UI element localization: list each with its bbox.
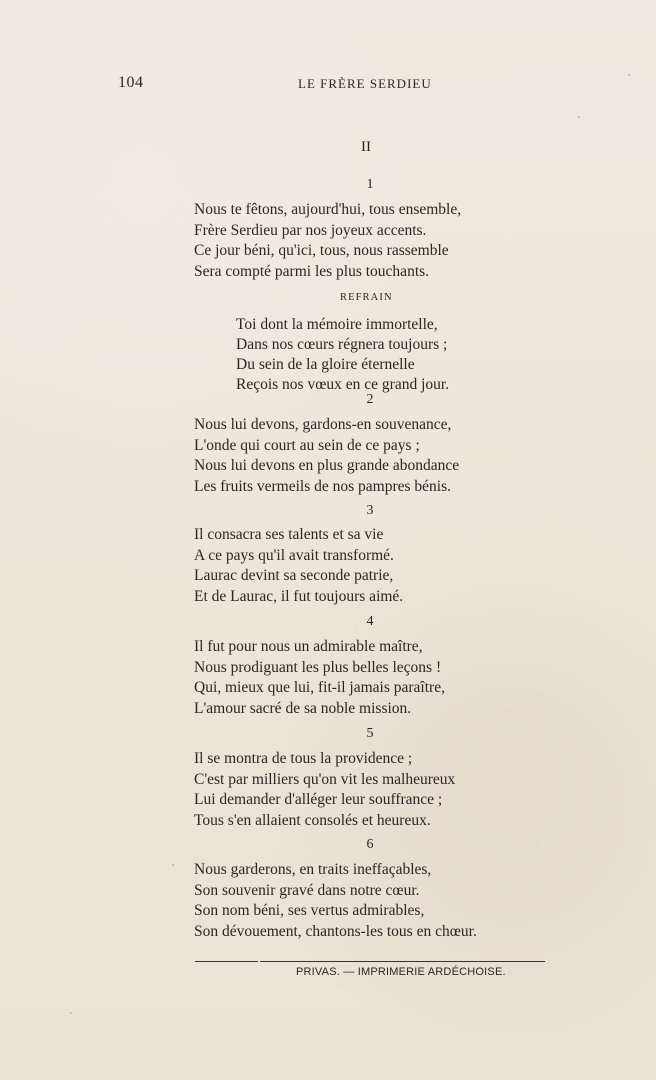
verse-line: Il se montra de tous la providence ; (194, 750, 413, 767)
running-head (0, 74, 656, 98)
stanza-number: 6 (366, 837, 374, 852)
verse-line: Qui, mieux que lui, fit-il jamais paraître, (194, 679, 445, 696)
stanza-5 (194, 749, 455, 831)
verse-line: Son souvenir gravé dans notre cœur. (194, 881, 420, 899)
paper-speck (172, 864, 174, 866)
verse-line: Nous lui devons en plus grande abondance (194, 457, 460, 474)
refrain-heading: REFRAIN (340, 292, 393, 303)
refrain-line: Dans nos cœurs régnera toujours ; (236, 336, 448, 353)
verse-line: L'onde qui court au sein de ce pays ; (194, 436, 420, 454)
stanza-number: 3 (366, 503, 374, 518)
running-title: LE FRÈRE SERDIEU (298, 76, 432, 91)
verse-line: Sera compté parmi les plus touchants. (194, 262, 430, 280)
stanza-4 (194, 637, 445, 719)
section-numeral: II (361, 139, 371, 155)
page-number: 104 (118, 74, 144, 91)
refrain-line: Toi dont la mémoire immortelle, (236, 316, 438, 333)
stanza-number: 2 (366, 392, 374, 407)
footer-imprint: PRIVAS. — IMPRIMERIE ARDÉCHOISE. (296, 966, 506, 978)
verse-line: Et de Laurac, il fut toujours aimé. (194, 587, 404, 605)
verse-line: L'amour sacré de sa noble mission. (194, 699, 412, 717)
refrain (236, 315, 449, 395)
stanza-2 (194, 415, 459, 497)
verse-line: Il consacra ses talents et sa vie (194, 526, 384, 543)
verse-line: Ce jour béni, qu'ici, tous, nous rassemble (194, 242, 449, 259)
verse-line: Il fut pour nous un admirable maître, (194, 638, 423, 655)
paper-speck (537, 845, 538, 846)
verse-line: Son dévouement, chantons-les tous en chœur. (194, 922, 477, 940)
verse-line: Nous te fêtons, aujourd'hui, tous ensemble, (194, 201, 462, 218)
verse-line: Nous lui devons, gardons-en souvenance, (194, 416, 452, 433)
stanza-number: 4 (366, 614, 374, 629)
verse-line: Tous s'en allaient consolés et heureux. (194, 811, 431, 829)
footer-rule-right (260, 961, 545, 962)
stanza-number: 5 (366, 726, 374, 741)
verse-line: Laurac devint sa seconde patrie, (194, 567, 394, 584)
verse-line: Les fruits vermeils de nos pampres bénis. (194, 477, 451, 495)
verse-line: Nous garderons, en traits ineffaçables, (194, 861, 432, 878)
refrain-line: Reçois nos vœux en ce grand jour. (236, 376, 450, 393)
refrain-line: Du sein de la gloire éternelle (236, 356, 415, 373)
stanza-1 (194, 200, 461, 282)
stanza-3 (194, 525, 403, 607)
verse-line: C'est par milliers qu'on vit les malheureux (194, 770, 456, 788)
verse-line: Nous prodiguant les plus belles leçons ! (194, 658, 442, 676)
stanza-number: 1 (366, 177, 374, 192)
paper-speck (70, 1012, 72, 1014)
paper-speck (578, 116, 580, 118)
verse-line: Frère Serdieu par nos joyeux accents. (194, 221, 427, 239)
verse-line: Lui demander d'alléger leur souffrance ; (194, 791, 443, 808)
stanza-6 (194, 860, 477, 942)
footer-rule-left (195, 961, 258, 962)
verse-line: Son nom béni, ses vertus admirables, (194, 902, 425, 919)
verse-line: A ce pays qu'il avait transformé. (194, 546, 394, 564)
